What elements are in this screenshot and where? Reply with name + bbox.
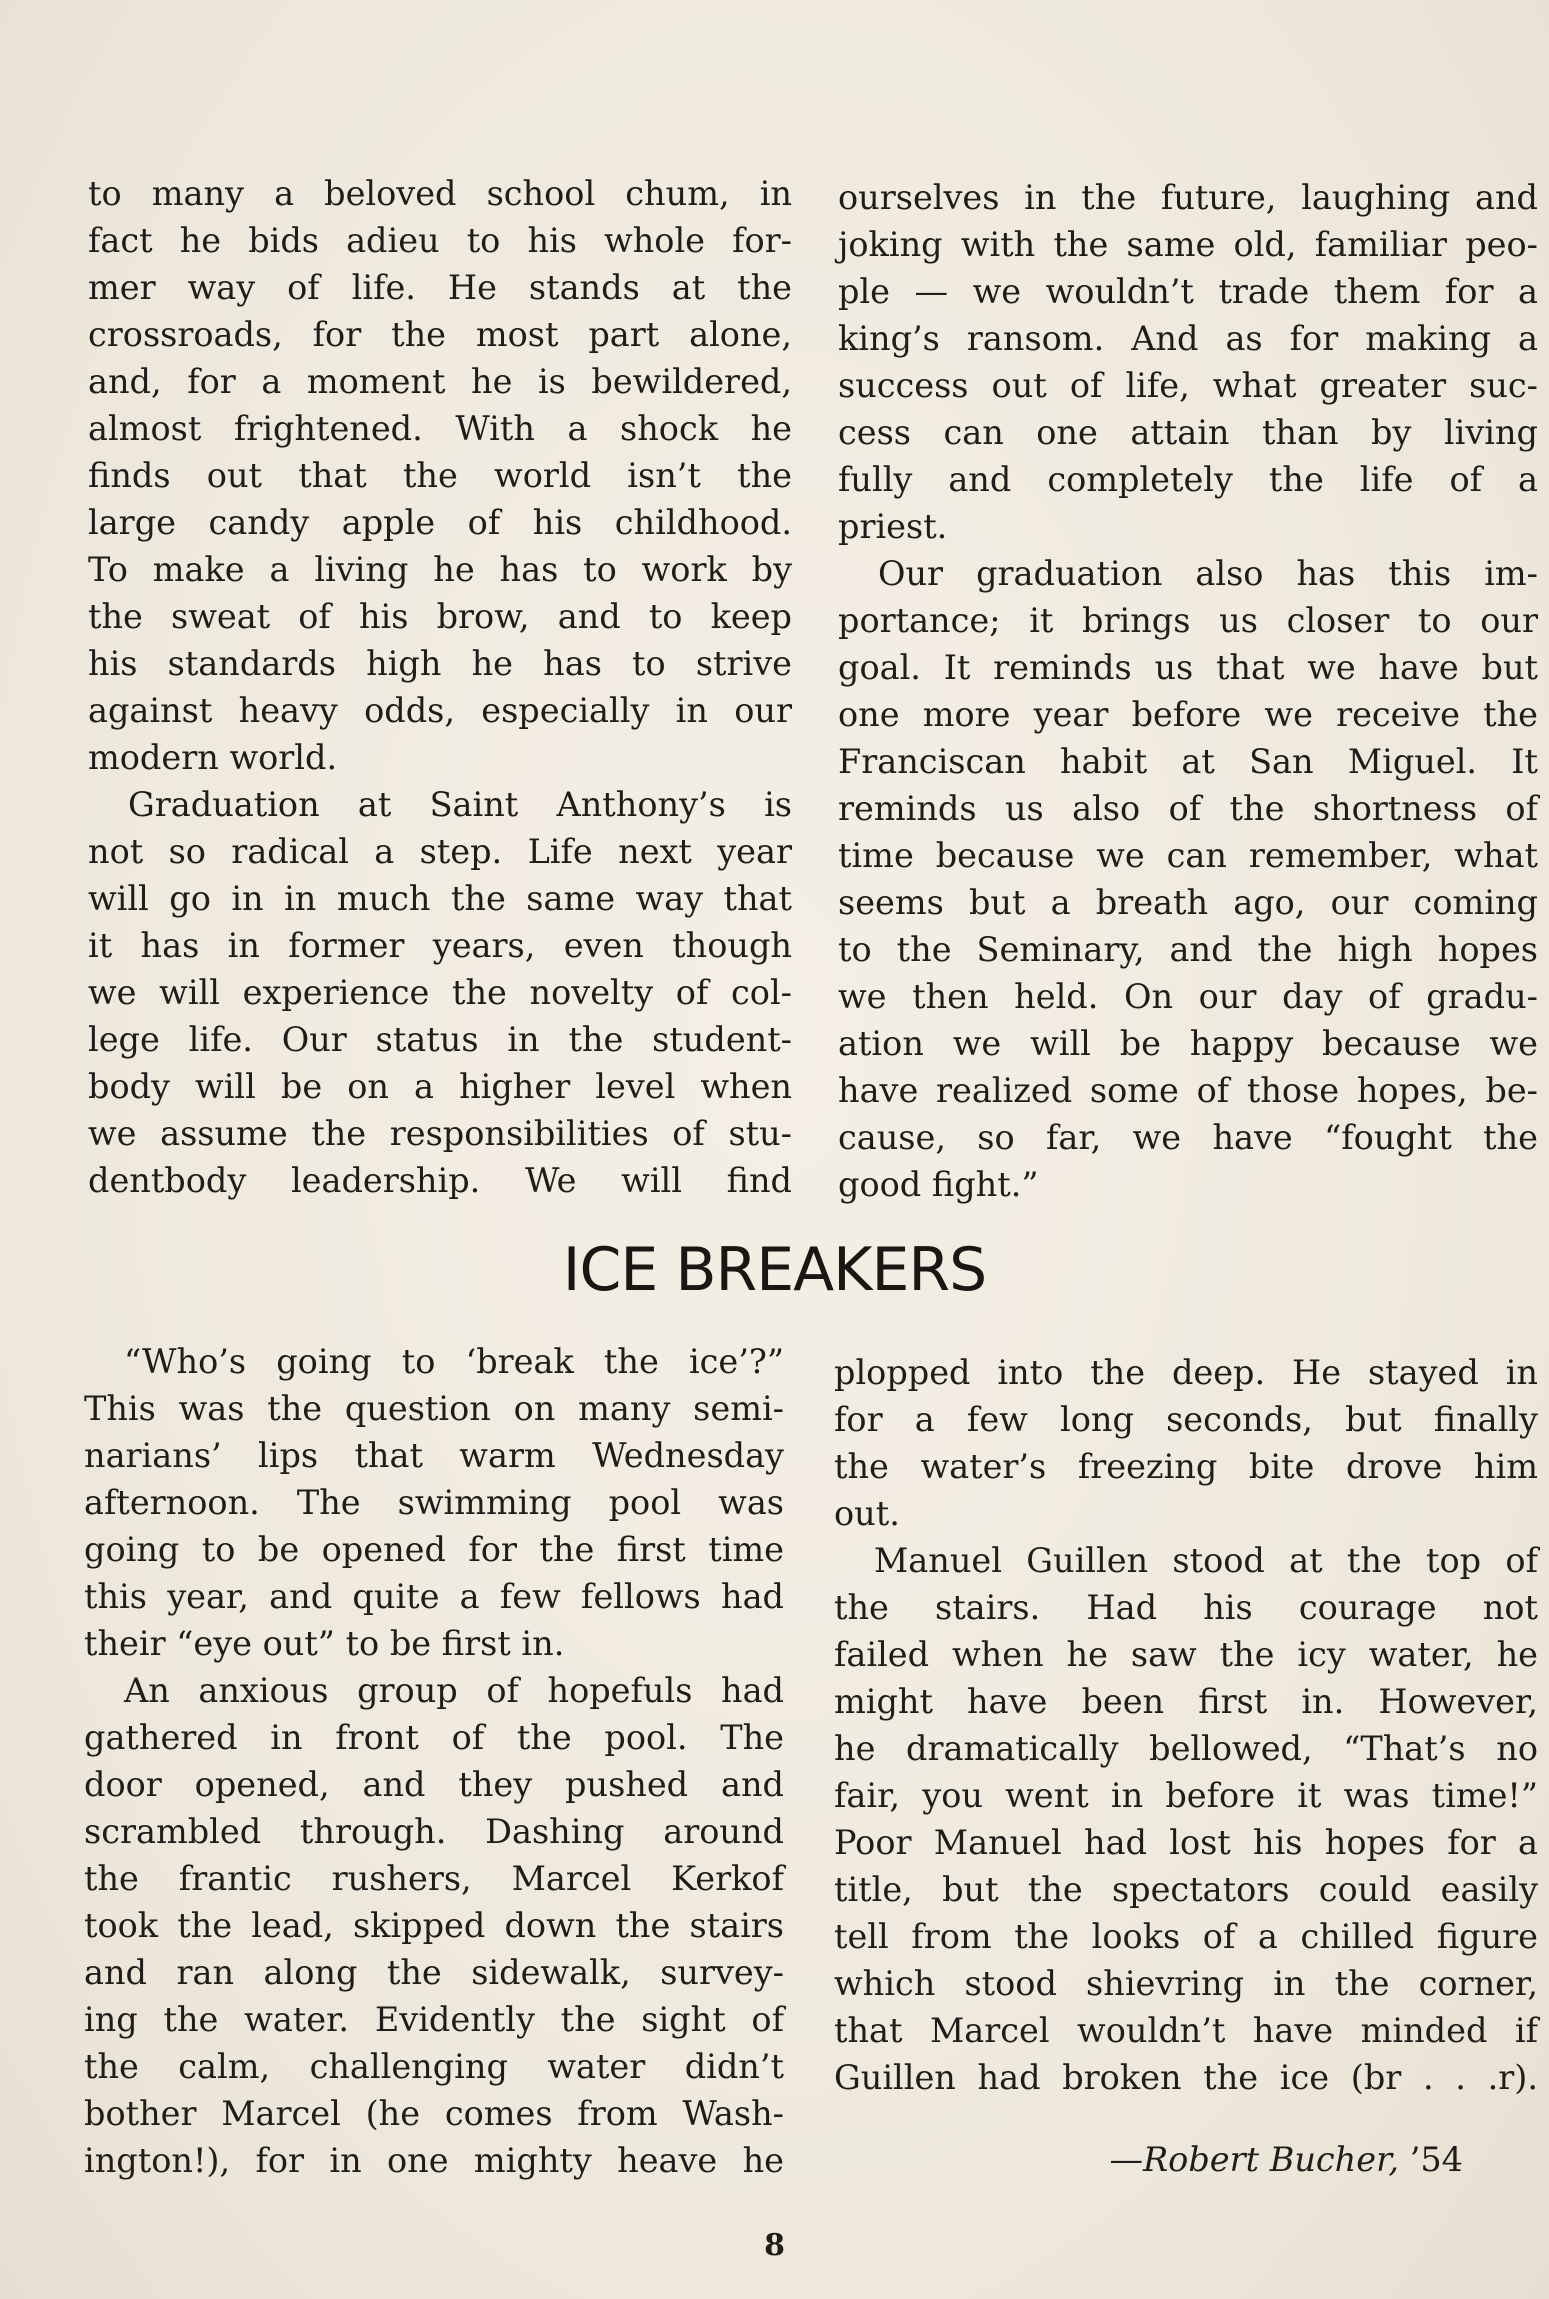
text-line: fair, you went in before it was time!”: [834, 1776, 1538, 1815]
text-line: will go in in much the same way that: [88, 879, 792, 918]
text-line: cess can one attain than by living: [838, 413, 1538, 452]
text-line: priest.: [838, 507, 948, 546]
text-line: out.: [834, 1494, 900, 1533]
text-line: portance; it brings us closer to our: [838, 601, 1538, 640]
text-line: not so radical a step. Life next year: [88, 832, 792, 871]
page-number: 8: [764, 2228, 785, 2263]
text-line: their “eye out” to be first in.: [84, 1624, 565, 1663]
text-line: the calm, challenging water didn’t: [84, 2047, 784, 2086]
author-class-year: ’54: [1409, 2140, 1463, 2179]
text-line: his standards high he has to strive: [88, 644, 792, 683]
text-line: king’s ransom. And as for making a: [838, 319, 1538, 358]
text-line: this year, and quite a few fellows had: [84, 1577, 784, 1616]
text-line: Our graduation also has this im-: [878, 554, 1538, 593]
text-line: almost frightened. With a shock he: [88, 409, 792, 448]
text-line: Guillen had broken the ice (br . . .r).: [834, 2058, 1538, 2097]
text-line: ourselves in the future, laughing and: [838, 178, 1538, 217]
text-line: afternoon. The swimming pool was: [84, 1483, 784, 1522]
text-line: the water’s freezing bite drove him: [834, 1447, 1538, 1486]
article-column-4: [834, 1349, 1538, 2101]
text-line: have realized some of those hopes, be-: [838, 1071, 1538, 1110]
text-line: reminds us also of the shortness of: [838, 789, 1538, 828]
text-line: scrambled through. Dashing around: [84, 1812, 784, 1851]
text-line: might have been first in. However,: [834, 1682, 1538, 1721]
text-line: modern world.: [88, 738, 338, 777]
text-line: cause, so far, we have “fought the: [838, 1118, 1538, 1157]
text-line: gathered in front of the pool. The: [84, 1718, 784, 1757]
text-line: that Marcel wouldn’t have minded if: [834, 2011, 1538, 2050]
author-signature: [1109, 2136, 1463, 2183]
text-line: we assume the responsibilities of stu-: [88, 1114, 792, 1153]
text-line: Graduation at Saint Anthony’s is: [128, 785, 792, 824]
text-line: the stairs. Had his courage not: [834, 1588, 1538, 1627]
text-line: Manuel Guillen stood at the top of: [874, 1541, 1538, 1580]
text-line: fully and completely the life of a: [838, 460, 1538, 499]
text-line: plopped into the deep. He stayed in: [834, 1353, 1538, 1392]
text-line: it has in former years, even though: [88, 926, 792, 965]
article-column-2: [838, 174, 1538, 1208]
text-line: ington!), for in one mighty heave he: [84, 2141, 784, 2180]
text-line: ation we will be happy because we: [838, 1024, 1538, 1063]
text-line: we then held. On our day of gradu-: [838, 977, 1538, 1016]
text-line: goal. It reminds us that we have but: [838, 648, 1538, 687]
text-line: we will experience the novelty of col-: [88, 973, 792, 1012]
text-line: title, but the spectators could easily: [834, 1870, 1538, 1909]
text-line: bother Marcel (he comes from Wash-: [84, 2094, 784, 2133]
text-line: to many a beloved school chum, in: [88, 174, 792, 213]
text-line: ple — we wouldn’t trade them for a: [838, 272, 1538, 311]
text-line: going to be opened for the first time: [84, 1530, 784, 1569]
text-line: and ran along the sidewalk, survey-: [84, 1953, 784, 1992]
text-line: seems but a breath ago, our coming: [838, 883, 1538, 922]
article-column-1: [88, 170, 792, 1204]
text-line: dentbody leadership. We will find: [88, 1161, 792, 1200]
text-line: to the Seminary, and the high hopes: [838, 930, 1538, 969]
text-line: which stood shievring in the corner,: [834, 1964, 1538, 2003]
text-line: Poor Manuel had lost his hopes for a: [834, 1823, 1538, 1862]
article-column-3: [84, 1338, 784, 2184]
text-line: “Who’s going to ‘break the ice’?”: [124, 1342, 784, 1381]
text-line: mer way of life. He stands at the: [88, 268, 792, 307]
text-line: tell from the looks of a chilled figure: [834, 1917, 1538, 1956]
article-heading: ICE BREAKERS: [562, 1235, 987, 1305]
text-line: against heavy odds, especially in our: [88, 691, 792, 730]
text-line: for a few long seconds, but finally: [834, 1400, 1538, 1439]
text-line: one more year before we receive the: [838, 695, 1538, 734]
text-line: good fight.”: [838, 1165, 1039, 1204]
text-line: took the lead, skipped down the stairs: [84, 1906, 784, 1945]
text-line: ing the water. Evidently the sight of: [84, 2000, 784, 2039]
text-line: fact he bids adieu to his whole for-: [88, 221, 792, 260]
text-line: large candy apple of his childhood.: [88, 503, 792, 542]
text-line: time because we can remember, what: [838, 836, 1538, 875]
text-line: door opened, and they pushed and: [84, 1765, 784, 1804]
text-line: This was the question on many semi-: [84, 1389, 784, 1428]
text-line: finds out that the world isn’t the: [88, 456, 792, 495]
text-line: Franciscan habit at San Miguel. It: [838, 742, 1538, 781]
text-line: body will be on a higher level when: [88, 1067, 792, 1106]
text-line: narians’ lips that warm Wednesday: [84, 1436, 784, 1475]
text-line: joking with the same old, familiar peo-: [838, 225, 1538, 264]
text-line: To make a living he has to work by: [88, 550, 792, 589]
text-line: success out of life, what greater suc-: [838, 366, 1538, 405]
text-line: and, for a moment he is bewildered,: [88, 362, 792, 401]
text-line: An anxious group of hopefuls had: [124, 1671, 784, 1710]
text-line: the frantic rushers, Marcel Kerkof: [84, 1859, 784, 1898]
text-line: lege life. Our status in the student-: [88, 1020, 792, 1059]
text-line: failed when he saw the icy water, he: [834, 1635, 1538, 1674]
text-line: the sweat of his brow, and to keep: [88, 597, 792, 636]
text-line: he dramatically bellowed, “That’s no: [834, 1729, 1538, 1768]
text-line: crossroads, for the most part alone,: [88, 315, 792, 354]
author-name: —Robert Bucher,: [1109, 2140, 1400, 2179]
